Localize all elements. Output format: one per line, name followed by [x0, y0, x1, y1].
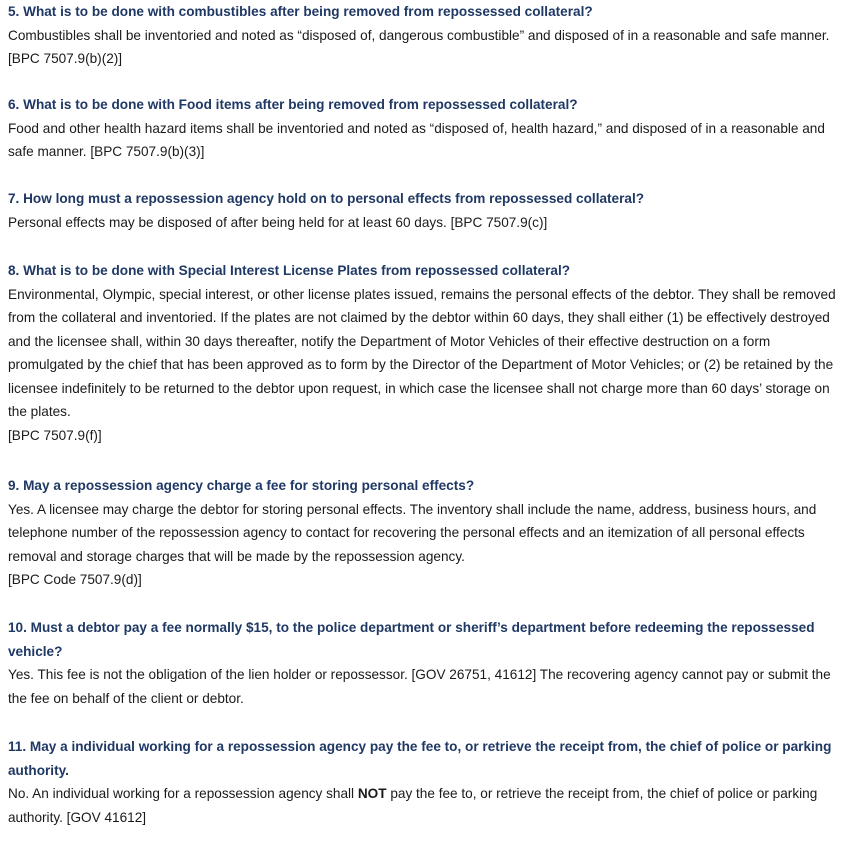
- faq-answer: Yes. This fee is not the obligation of the lien holder or repossessor. [GOV 26751, 41612] The recovering agency cannot pay or submit the the fee on behalf of the client or debtor.: [8, 667, 831, 706]
- faq-question: 7. How long must a repossession agency hold on to personal effects from repossessed collateral?: [8, 191, 645, 206]
- faq-question: 5. What is to be done with combustibles after being removed from repossessed collateral?: [8, 4, 593, 19]
- faq-answer: Combustibles shall be inventoried and noted as “disposed of, dangerous combustible” and disposed of in a reasonable and safe manner. [BPC 7507.9(b)(2)]: [8, 27, 830, 66]
- faq-answer-text: Environmental, Olympic, special interest, or other license plates issued, remains the personal effects of the debtor. They shall be removed from the collateral and inventoried. If the plates are not claimed by the debtor within 60 days, they shall either (1) be effectively destroyed and the licensee shall, within 30 days thereafter, notify the Department of Motor Vehicles of their effective destruction on a form promulgated by the chief that has been approved as to form by the Director of the Department of Motor Vehicles; or (2) be retained by the licensee indefinitely to be returned to the debtor upon request, in which case the licensee shall not charge more than 60 days’ storage on the plates.: [8, 286, 836, 419]
- faq-question: 6. What is to be done with Food items after being removed from repossessed collateral?: [8, 97, 578, 112]
- faq-item-11: [8, 735, 842, 829]
- faq-answer: [8, 283, 842, 448]
- faq-reference: [BPC 7507.9(f)]: [8, 427, 102, 443]
- faq-question: 8. What is to be done with Special Interest License Plates from repossessed collateral?: [8, 263, 571, 278]
- faq-question: 11. May a individual working for a repossession agency pay the fee to, or retrieve the receipt from, the chief of police or parking authority.: [8, 739, 832, 778]
- faq-item-5: [8, 0, 842, 71]
- faq-answer: [8, 782, 842, 829]
- faq-answer-emphasis: NOT: [357, 786, 387, 801]
- faq-item-10: [8, 616, 842, 710]
- faq-item-9: [8, 474, 842, 592]
- faq-reference: [BPC Code 7507.9(d)]: [8, 572, 142, 587]
- faq-answer-text: Yes. A licensee may charge the debtor for storing personal effects. The inventory shall include the name, address, business hours, and telephone number of the repossession agency to contact for recovering the personal effects and an itemization of all personal effects removal and storage charges that will be made by the repossession agency.: [8, 501, 817, 564]
- faq-item-6: [8, 93, 842, 164]
- faq-item-7: [8, 187, 842, 234]
- faq-question: 9. May a repossession agency charge a fee for storing personal effects?: [8, 478, 475, 493]
- faq-answer: Food and other health hazard items shall be inventoried and noted as “disposed of, health hazard,” and disposed of in a reasonable and safe manner. [BPC 7507.9(b)(3)]: [8, 120, 825, 159]
- faq-question: 10. Must a debtor pay a fee normally $15, to the police department or sheriff’s department before redeeming the repossessed vehicle?: [8, 620, 815, 659]
- faq-answer: [8, 498, 842, 592]
- faq-answer-text: pay the fee to, or retrieve the receipt from, the chief of police or parking authority. [GOV 41612]: [8, 786, 818, 825]
- faq-item-8: [8, 259, 842, 447]
- faq-answer-text: No. An individual working for a repossession agency shall: [8, 786, 358, 801]
- faq-answer: Personal effects may be disposed of after being held for at least 60 days. [BPC 7507.9(c)]: [8, 214, 548, 230]
